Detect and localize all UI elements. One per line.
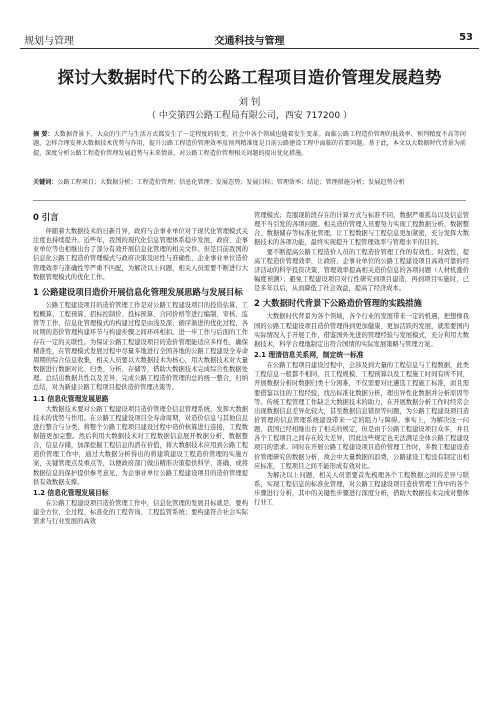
page-number: 53 xyxy=(459,32,473,43)
right-column xyxy=(254,211,469,508)
paragraph: 为解决以上问题，相关人员需要首先梳理各个工程数据之间的差异与联系，实现工程信息的标准化管理，对公路工程建设项目造价管理工作中的各个步骤进行分析，其中的关键性步骤进行深度分析，借助大数据技术完成对整体行业工 xyxy=(254,471,469,507)
subsection-heading: 1.1 信息化管理发展思路 xyxy=(33,394,109,403)
journal-name: 交通科技与管理 xyxy=(214,36,285,47)
subsection-heading: 1.2 信息化管理发展目标 xyxy=(33,488,109,497)
subsection-heading: 2.1 理清信息关系网，制定统一标准 xyxy=(254,351,364,360)
paragraph: 在公路工程建设项目造价管理工作中，信息化管理的发展目标就是，要构建全方位、全过程、标准化的工程咨询、工程监管系统；要构建符合社会实际需求与行业发展的高效 xyxy=(33,499,248,526)
abstract-text: 大数据背景下，大众的生产与生活方式都发生了一定程度的转变，社会中各个领域也随着发生变革。面临公路工程造价管理的低效率、预判精度不高等问题，怎样合理发挥大数据技术优势与作用，提升公路工程造价管理效率及预判精准度是目前公路建设工程中面临的首要问题。基于此，本文以大数据时代背景为前提，深度分析公路工程造价管理发展趋势与未来情景，对公路工程造价管理相关问题的提出优化措施。 xyxy=(33,131,467,157)
author-name: 刘 钊 xyxy=(238,97,261,108)
keywords-text: 公路工程项目；大数据分析；工程造价管理；信息化管理；发展态势；发展目标；管理效率；结论；管理措施分析；发展趋势分析 xyxy=(57,179,405,186)
header-rule xyxy=(20,48,479,49)
paragraph: 要不断提高公路工程造价人员的工程造价管理工作的有效性、时效性，提高工程造价管理效率，让政府、企事业单位的公路工程建设项目高效可靠的经济活动的科学投资决策、管理效率提高相关造价信息的各项问题（人材机涨价幅度预测）；避免工程建设项目对行性研究到项目建造，再到项目实施时，已是多年以后，从而降低了社会效益，提高了经济成本。 xyxy=(254,248,469,293)
paragraph: 大数据技术要对公路工程建设项目造价管理全信息管理系统，发挥大数据技术的优势与作用。在公路工程建设项目全寿命周期，对造价信息与其他信息进行整合与分类，将整个公路工程项目建设过程中造价核算进行连接，工程数据链更加完整。然后利用大数据技术对工程数据信息展开数据分析、数据整合，信息存储，加深挖掘工程信息的潜在价值，将大数据技术应用到公路工程造价管理工作中，通过大数据分析得出的将建筑建设工程造价管理的实施方案，关键管理点及重点等，以便政府部门做出精准决策提供科学、准确、或将数据信息的保护提供参考意见，为企事业单位公路工程建设项目的造价管理提供有效数据支撑。 xyxy=(33,405,248,486)
abstract xyxy=(33,130,466,158)
paragraph: 在公路工程项目建设过程中，会涉及到大量的工程信息与工程数据，此类工程信息一般都不相同，且工程规模、工程预算以及工程施工时间有所不同，开展数据分析时数据归类十分困难，不仅需要对比遴选工程施工标准，而且需要借鉴以往的工程经验，找出标准化数据分析，理出异性化数据并分析原因等等。传统工程管理工作缺乏大数据技术的助力，在开展数据分析工作时经常会出现数据信息差异化较大，甚至数据信息错误等问题，为公路工程建设项目造价管理的信息管理系统建设带来一定的阻力与障碍。事实上，为解决这一问题，我国已经相继出台了相关的规定，但是由于公路工程建设项目众多，并且各个工程项目之间存在较大差异，因此这些规定也无法满足全体公路工程建设项目的需求。同时在开展公路工程建设项目造价管理工作时，多数工程建设造价管理研究的数据分析，故会中大量数据的浪费，公路建设工程没有制定出相应标准，工程项目之间不能形成有效对比。 xyxy=(254,362,469,470)
paragraph: 伴随着大数据技术的日新月异，政府与企事业单位对于现代化管理模式关注度也持续提升。近些年，我国的现代化信息管理体系稳步发展，政府、企事业单位等也相继出台了部分有效开展信息化管理的相关文件。但是目前我国的信息化公路工程造价管理模式与政府决策及时性与准确性、企业事业单位造价管理效率与准确性等严重不匹配，为解决以上问题，相关人员需要不断进行大数据管理模式的优化工作。 xyxy=(33,228,248,281)
running-header xyxy=(10,30,489,46)
article-title: 探讨大数据时代下的公路工程项目造价管理发展趋势 xyxy=(57,68,442,87)
paragraph: 公路工程建设项目的造价管理工作是对公路工程建设项目的投资估算、工程概算、工程预算、招标控制价、投标预算、合同价格等进行编制、审核、监管等工作，信息化管理模式的构建过程是由浅及深、循序渐进的优化过程，各时期的造价管理构建环节与构建步骤之间环环相扣。进一步工作与后面的工作存在一定的关联性。为保证公路工程建设项目的造价管理能适应多样性，确保精准性，在管理模式发展过程中尽量多地进行全国各地的公路工程建设全寿命周期的综合信息收集，相关人员要以大数据技术为核心，用大数据技术对大量数据进行数据对比、归类、分析、存储等，借助大数据技术完成综合性数据处理。总结出数据共性以及差异，完成公路工程造价管理的总的统一整合，归纳总结，对为新建公路工程项目提供造价管理决策等。 xyxy=(33,301,248,392)
author-affiliation: （ 中交第四公路工程局有限公司，西安 717200 ） xyxy=(147,111,352,121)
keywords-label: 关键词： xyxy=(33,179,58,186)
abstract-label: 摘 要： xyxy=(33,131,54,138)
section-heading: 2 大数据时代背景下公路造价管理的实践措施 xyxy=(254,298,422,309)
keywords xyxy=(33,178,466,187)
section-name: 规划与管理 xyxy=(24,36,74,47)
section-heading: 1 公路建设项目造价开展信息化管理发展思路与发展目标 xyxy=(33,286,243,297)
paragraph: 管理模式；克服现阶段存在的计算方式与标准不同，数据严重孤岛以及信息管理不当引发的各项问题。相关造价管理人员要努力实现工程数据分析、数据整合、数据储存等标准化管理，让工程数据与工程信息更加紧密，充分发挥大数据技术的各项功能，最终实现提升工程管理效率与管理水平的目的。 xyxy=(254,212,469,247)
section-heading: 0 引言 xyxy=(33,212,59,222)
abstract-rule xyxy=(33,200,466,201)
paragraph: 大数据时代背景为各个领域，各个行业的发展带来一定的机遇，把想像我国的公路工程建设项目造价管理得到更加健康、更加活跃的发展，就需要国内实际情况入手开展工作，借鉴国外先进的管理经验与发展模式，充分利用大数据技术，科学合理地制定出符合国情的实际发展策略与管理方案。 xyxy=(254,313,469,348)
left-column xyxy=(33,211,248,526)
